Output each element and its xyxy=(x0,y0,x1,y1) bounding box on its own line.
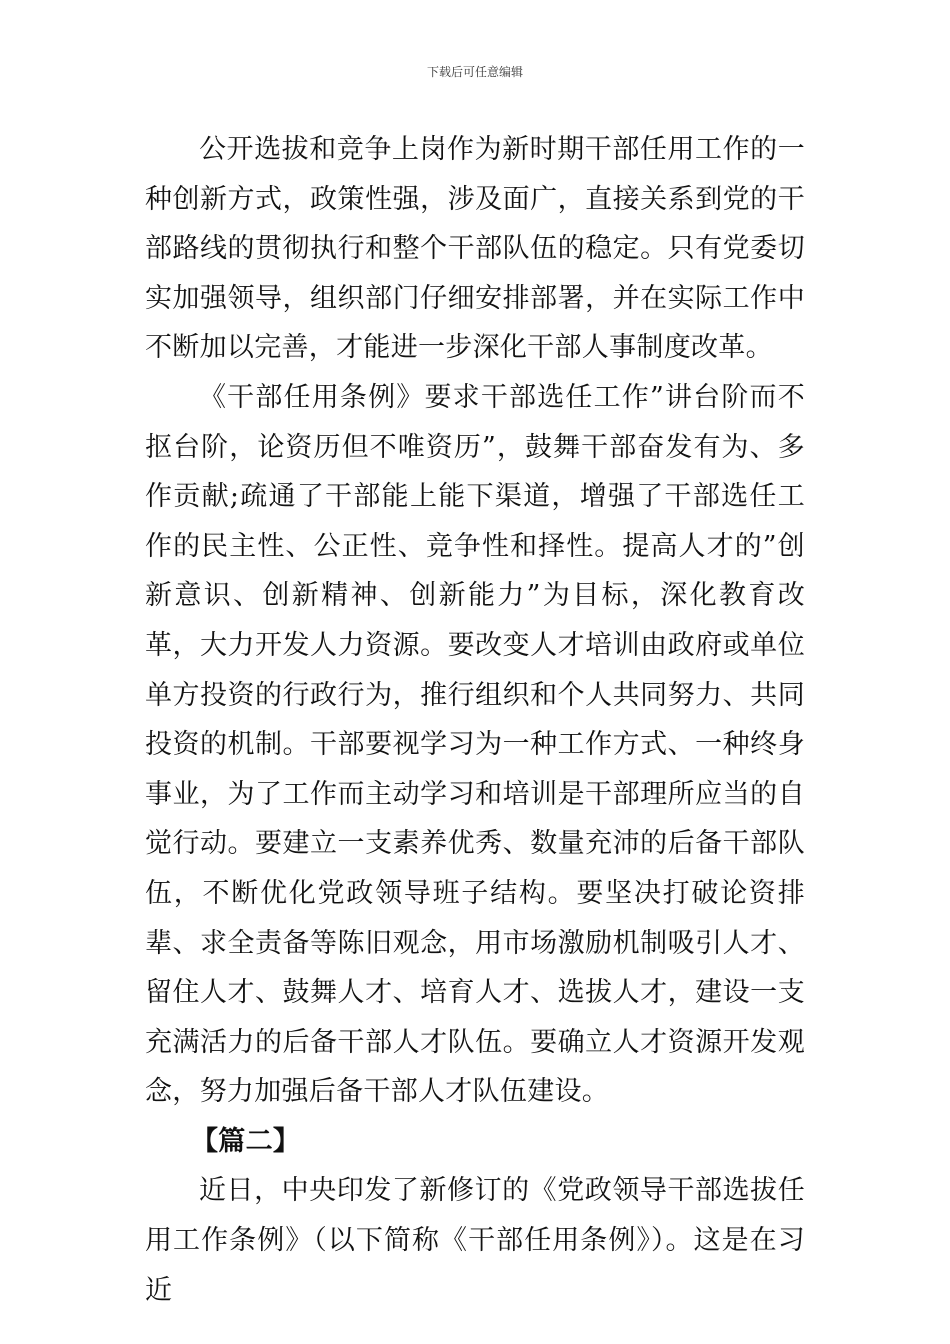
paragraph-3: 近日，中央印发了新修订的《党政领导干部选拔任用工作条例》（以下简称《干部任用条例》）。这是在习近 xyxy=(145,1175,805,1306)
page-header: 下载后可任意编辑 xyxy=(426,65,523,79)
section-title: 【篇二】 xyxy=(191,1125,301,1157)
paragraph-2: 《干部任用条例》要求干部选任工作”讲台阶而不抠台阶，论资历但不唯资历”，鼓舞干部奋发有为、多作贡献;疏通了干部能上能下渠道，增强了干部选任工作的民主性、公正性、竞争性和择性。提高人才的”创新意识、创新精神、创新能力”为目标，深化教育改革，大力开发人力资源。要改变人才培训由政府或单位单方投资的行政行为，推行组织和个人共同努力、共同投资的机制。干部要视学习为一种工作方式、一种终身事业，为了工作而主动学习和培训是干部理所应当的自觉行动。要建立一支素养优秀、数量充沛的后备干部队伍，不断优化党政领导班子结构。要坚决打破论资排辈、求全责备等陈旧观念，用市场激励机制吸引人才、留住人才、鼓舞人才、培育人才、选拔人才，建设一支充满活力的后备干部人才队伍。要确立人才资源开发观念，努力加强后备干部人才队伍建设。 xyxy=(145,381,805,1108)
document-body xyxy=(145,125,805,1315)
paragraph-1: 公开选拔和竞争上岗作为新时期干部任用工作的一种创新方式，政策性强，涉及面广，直接关系到党的干部路线的贯彻执行和整个干部队伍的稳定。只有党委切实加强领导，组织部门仔细安排部署，并在实际工作中不断加以完善，才能进一步深化干部人事制度改革。 xyxy=(145,134,805,364)
